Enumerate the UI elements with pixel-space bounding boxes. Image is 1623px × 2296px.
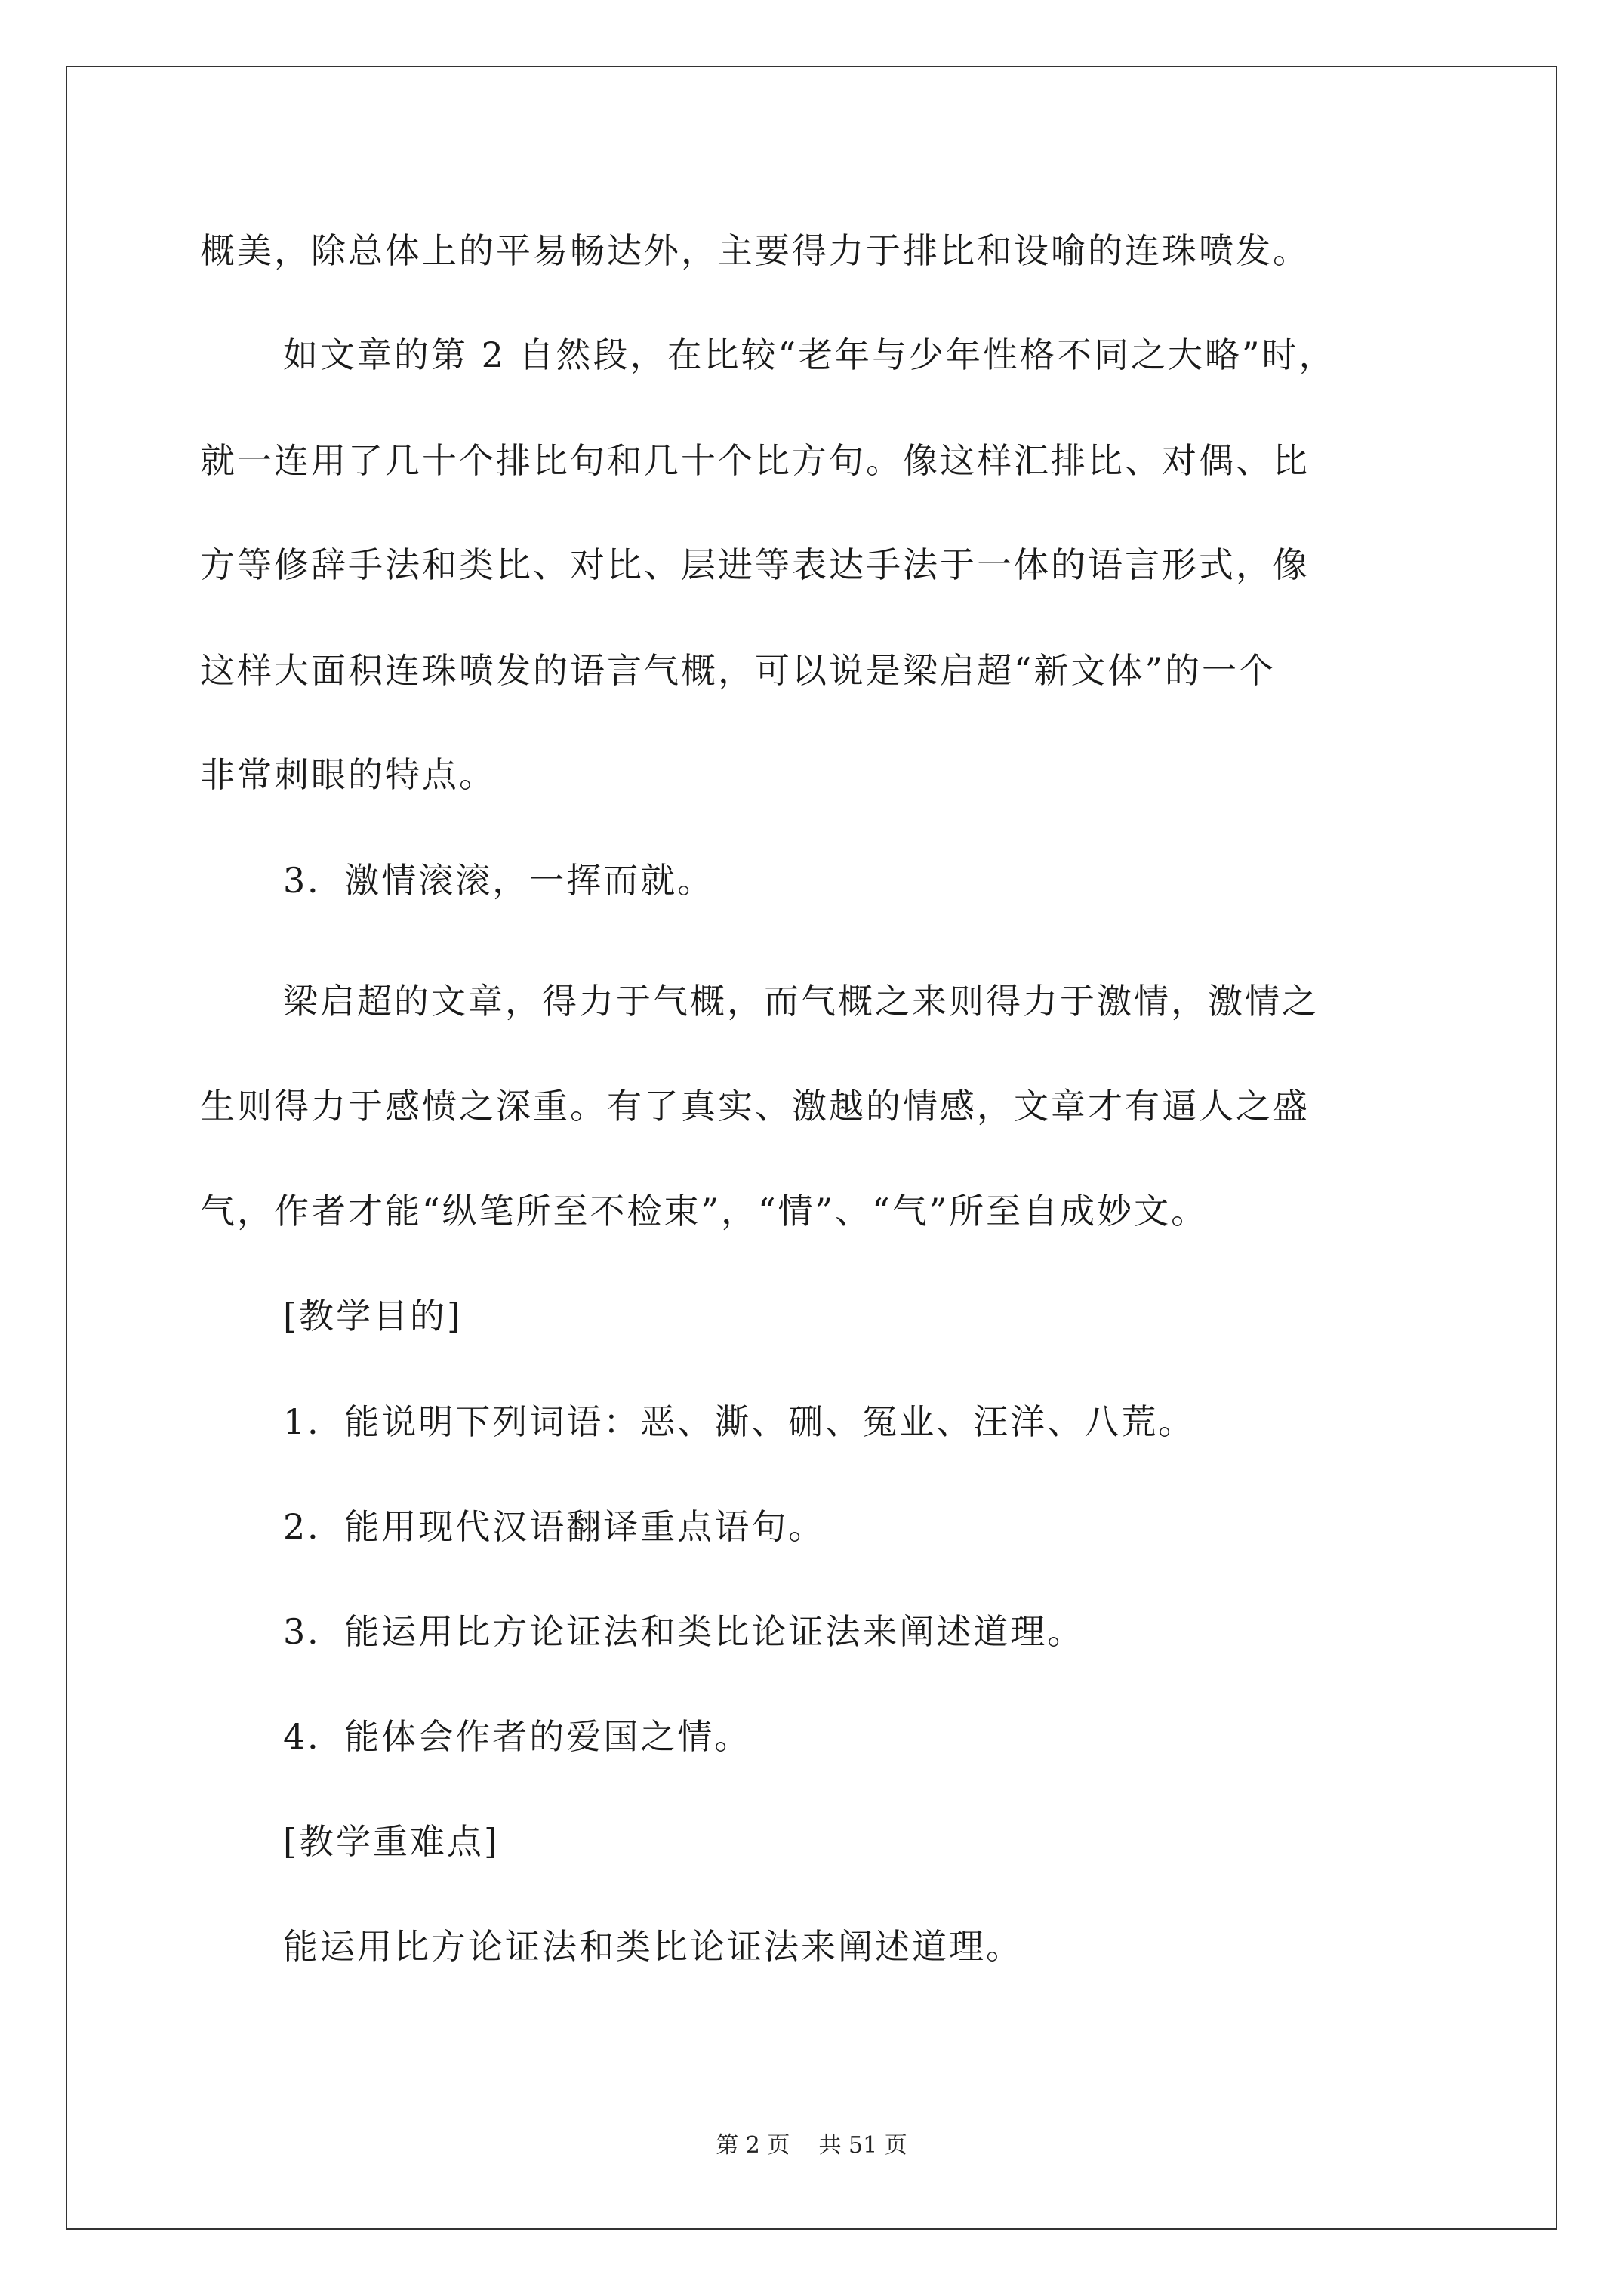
paragraph-line: 能运用比方论证法和类比论证法来阐述道理。 [283,1926,1023,1967]
section-heading: 3．激情滚滚，一挥而就。 [283,860,715,901]
text-line: 概美，除总体上的平易畅达外，主要得力于排比和设喻的连珠喷发。 [200,230,1310,271]
page-border [66,66,1557,2230]
text-line: 这样大面积连珠喷发的语言气概，可以说是梁启超“新文体”的一个 [200,650,1277,691]
list-item: 4．能体会作者的爱国之情。 [283,1716,752,1757]
text-line: 生则得力于感愤之深重。有了真实、激越的情感，文章才有逼人之盛 [200,1086,1310,1126]
text-line: 就一连用了几十个排比句和几十个比方句。像这样汇排比、对偶、比 [200,440,1310,481]
section-heading-teaching-goals: [教学目的] [283,1296,463,1336]
list-item: 2．能用现代汉语翻译重点语句。 [283,1506,826,1547]
section-heading-key-points: [教学重难点] [283,1821,500,1862]
text-line: 方等修辞手法和类比、对比、层进等表达手法于一体的语言形式，像 [200,544,1310,585]
paragraph-line: 如文章的第 2 自然段，在比较“老年与少年性格不同之大略”时， [283,334,1336,375]
list-item: 3．能运用比方论证法和类比论证法来阐述道理。 [283,1611,1085,1652]
text-line: 气，作者才能“纵笔所至不检束”，“情”、“气”所至自成妙文。 [200,1191,1209,1231]
paragraph-line: 梁启超的文章，得力于气概，而气概之来则得力于激情，激情之 [283,981,1319,1022]
list-item: 1．能说明下列词语：恶、澌、硎、冤业、汪洋、八荒。 [283,1401,1196,1442]
page-number-footer: 第 2 页 共 51 页 [716,2132,907,2159]
text-line: 非常刺眼的特点。 [200,754,496,795]
